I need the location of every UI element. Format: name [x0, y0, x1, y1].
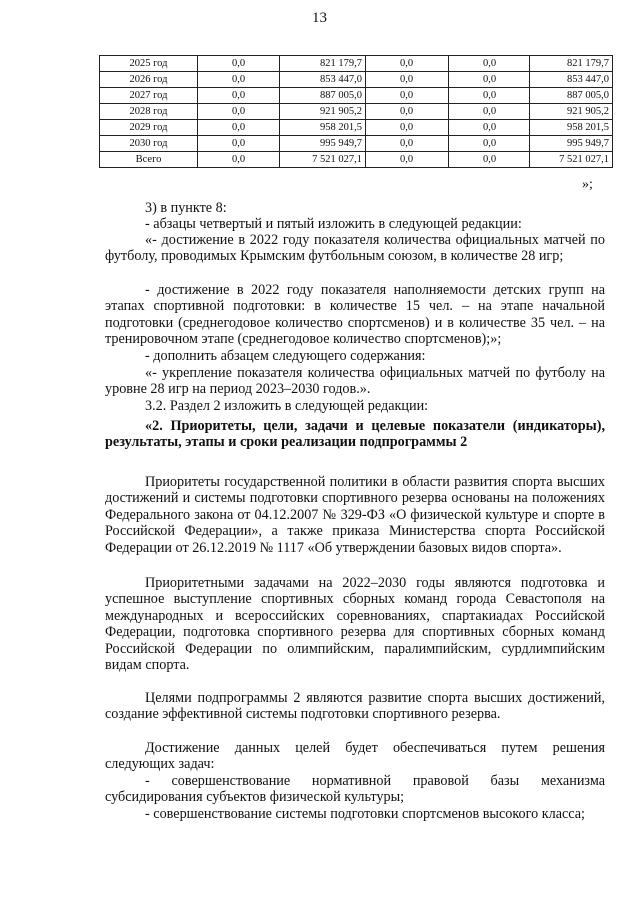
table-cell-value: 0,0	[198, 152, 280, 168]
table-cell-value: 821 179,7	[530, 56, 613, 72]
section-heading: «2. Приоритеты, цели, задачи и целевые показатели (индикаторы), результаты, этапы и сроки реализации подпрограммы 2	[105, 418, 605, 451]
paragraph-item-3: 3) в пункте 8:	[145, 200, 227, 216]
table-cell-value: 995 949,7	[280, 136, 366, 152]
paragraph-task-regulation: - совершенствование нормативной правовой базы механизма субсидирования субъектов физической культуры;	[105, 773, 605, 806]
paragraph-quoted-matches: «- достижение в 2022 году показателя количества официальных матчей по футболу, проводимых Крымским футбольным союзом, в количестве 28 игр;	[105, 232, 605, 265]
table-cell-period: 2029 год	[100, 120, 198, 136]
table-closing-quote: »;	[582, 177, 593, 192]
table-cell-value: 0,0	[449, 136, 530, 152]
paragraph-goals: Целями подпрограммы 2 являются развитие спорта высших достижений, создание эффективной системы подготовки спортивного резерва.	[105, 690, 605, 723]
paragraph-priorities: Приоритеты государственной политики в области развития спорта высших достижений и системы подготовки спортивного резерва основаны на положениях Федерального закона от 04.12.2007 № 329-ФЗ «О физической культуре и спорте в Российской Федерации», а также приказа Министерства спорта Российской Федерации от 26.12.2019 № 1117 «Об утверждении базовых видов спорта».	[105, 474, 605, 556]
table-row	[100, 120, 613, 136]
table-cell-value: 887 005,0	[530, 88, 613, 104]
table-cell-period: 2028 год	[100, 104, 198, 120]
table-row	[100, 56, 613, 72]
table-cell-value: 0,0	[198, 120, 280, 136]
paragraph-achievement: Достижение данных целей будет обеспечиваться путем решения следующих задач:	[105, 740, 605, 773]
funding-table	[99, 55, 613, 168]
table-cell-value: 995 949,7	[530, 136, 613, 152]
table-cell-value: 0,0	[366, 136, 449, 152]
table-row	[100, 88, 613, 104]
table-cell-period: 2025 год	[100, 56, 198, 72]
paragraph-add-instruction: - дополнить абзацем следующего содержания:	[145, 348, 426, 364]
table-cell-value: 958 201,5	[530, 120, 613, 136]
table-cell-period: 2027 год	[100, 88, 198, 104]
table-cell-period: 2030 год	[100, 136, 198, 152]
table-cell-value: 0,0	[366, 104, 449, 120]
table-cell-value: 821 179,7	[280, 56, 366, 72]
table-cell-period: Всего	[100, 152, 198, 168]
table-row	[100, 72, 613, 88]
paragraph-instruction: - абзацы четвертый и пятый изложить в следующей редакции:	[145, 216, 522, 232]
table-cell-value: 0,0	[449, 152, 530, 168]
table-cell-value: 0,0	[449, 56, 530, 72]
table-cell-value: 0,0	[366, 88, 449, 104]
table-cell-value: 7 521 027,1	[280, 152, 366, 168]
table-cell-value: 0,0	[198, 56, 280, 72]
table-cell-value: 853 447,0	[530, 72, 613, 88]
paragraph-quoted-strengthening: «- укрепление показателя количества официальных матчей по футболу на уровне 28 игр на период 2023–2030 годов.».	[105, 365, 605, 398]
table-cell-value: 0,0	[198, 88, 280, 104]
paragraph-quoted-groups: - достижение в 2022 году показателя наполняемости детских групп на этапах спортивной подготовки: в количестве 15 чел. – на этапе начальной подготовки (среднегодовое количество спортсменов) и в количестве 35 чел. – на тренировочном этапе (среднегодовое количество спортсменов);»;	[105, 282, 605, 348]
table-cell-value: 0,0	[449, 72, 530, 88]
table-cell-value: 0,0	[449, 104, 530, 120]
table-cell-value: 0,0	[449, 120, 530, 136]
table-row	[100, 136, 613, 152]
table-cell-value: 0,0	[449, 88, 530, 104]
page-number: 13	[312, 10, 327, 26]
table-cell-value: 0,0	[366, 56, 449, 72]
paragraph-tasks: Приоритетными задачами на 2022–2030 годы являются подготовка и успешное выступление спортивных сборных команд города Севастополя на международных и всероссийских соревнованиях, спартакиадах Российской Федерации, подготовка спортивного резерва для спортивных сборных команд Российской Федерации по олимпийским, паралимпийским, сурдлимпийским видам спорта.	[105, 575, 605, 674]
table-cell-value: 0,0	[366, 120, 449, 136]
table-cell-value: 0,0	[366, 72, 449, 88]
table-cell-value: 0,0	[198, 72, 280, 88]
table-row	[100, 104, 613, 120]
table-cell-value: 7 521 027,1	[530, 152, 613, 168]
table-cell-value: 0,0	[198, 104, 280, 120]
table-cell-period: 2026 год	[100, 72, 198, 88]
table-row	[100, 152, 613, 168]
table-cell-value: 958 201,5	[280, 120, 366, 136]
paragraph-task-training: - совершенствование системы подготовки спортсменов высокого класса;	[145, 806, 585, 822]
table-cell-value: 0,0	[366, 152, 449, 168]
table-cell-value: 921 905,2	[530, 104, 613, 120]
funding-table-body	[100, 56, 613, 168]
paragraph-section-2: 3.2. Раздел 2 изложить в следующей редакции:	[145, 398, 429, 414]
table-cell-value: 921 905,2	[280, 104, 366, 120]
table-cell-value: 887 005,0	[280, 88, 366, 104]
table-cell-value: 853 447,0	[280, 72, 366, 88]
table-cell-value: 0,0	[198, 136, 280, 152]
